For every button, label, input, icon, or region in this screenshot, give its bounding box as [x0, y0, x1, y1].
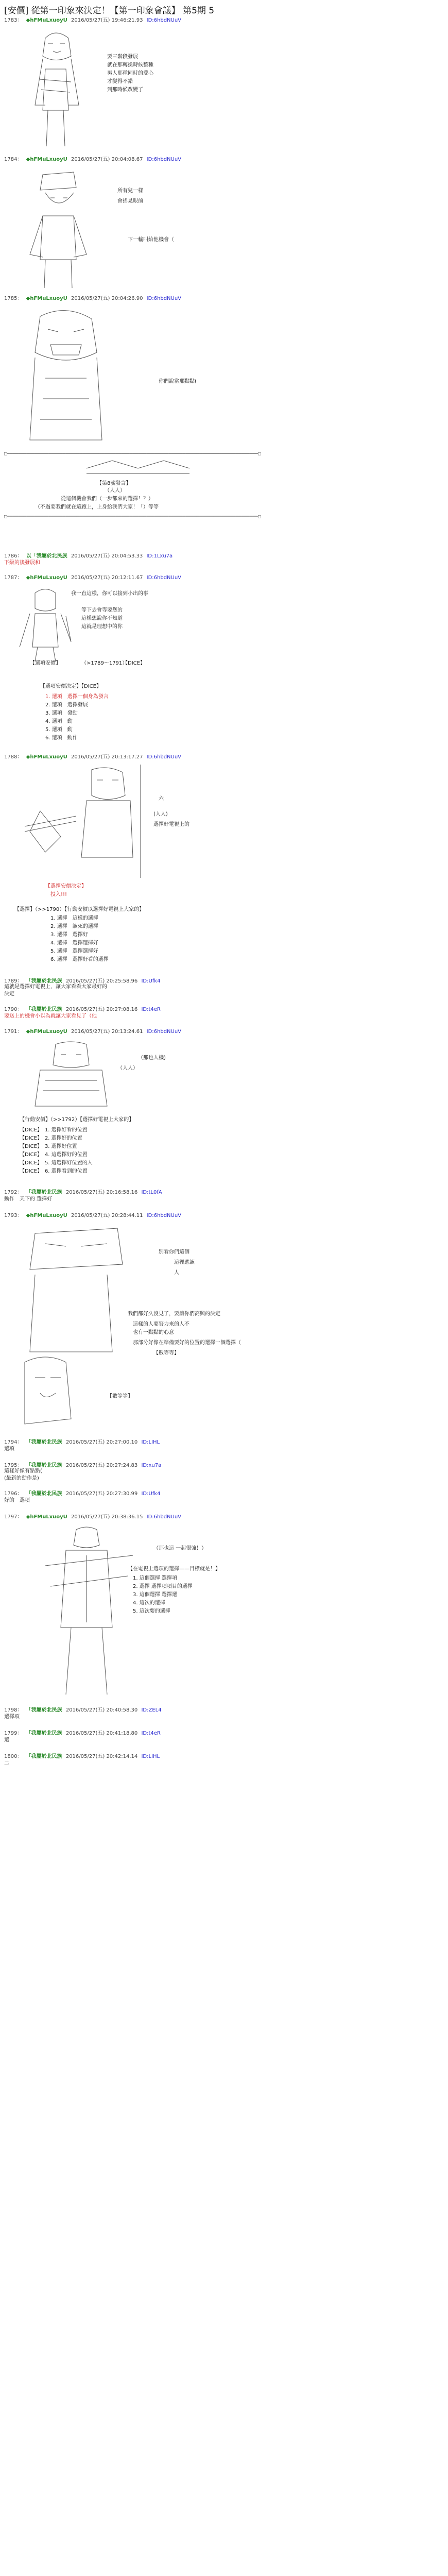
- post-date: 2016/05/27(五) 20:27:30.99: [65, 1491, 138, 1497]
- post-line: 我們都好久沒見了，要讓你們高興的決定: [128, 1311, 220, 1317]
- post-line: 【選項安價】: [30, 660, 61, 666]
- post-1797: [4, 1512, 442, 1705]
- post-1785: [4, 294, 442, 558]
- post-line: 決定: [4, 991, 14, 997]
- post-1794: [4, 1437, 442, 1460]
- poster-id[interactable]: ID:tL0fA: [141, 1190, 162, 1195]
- post-date: 2016/05/27(五) 20:42:14.14: [65, 1754, 138, 1759]
- poster-id[interactable]: ID:6hbdNUuV: [146, 296, 182, 301]
- post-number[interactable]: 1794：: [4, 1439, 23, 1445]
- post-line: 六: [159, 796, 164, 802]
- post-line: (最新的動作是): [4, 1476, 39, 1481]
- post-number[interactable]: 1784：: [4, 157, 23, 162]
- post-line: 【DICE】 5. 這選擇好位置的人: [20, 1160, 93, 1166]
- post-line: 【選擇】（>>1790）【行動安價以選擇好電視上大家的】: [14, 907, 145, 912]
- post-number[interactable]: 1797：: [4, 1514, 23, 1520]
- poster-id[interactable]: ID:6hbdNUuV: [146, 754, 182, 760]
- post-line: 二: [4, 1760, 9, 1766]
- post-line: 下級的後發展和: [4, 560, 40, 566]
- poster-name: 「我屬於北民族: [26, 1731, 62, 1736]
- post-line: 那部分好像在準備要好的位置的選擇一個選擇（: [133, 1340, 241, 1346]
- post-line: 別看你們這個: [159, 1249, 189, 1255]
- poster-name: 「我屬於北民族: [26, 1439, 62, 1445]
- poster-id[interactable]: ID:6hbdNUuV: [146, 575, 182, 581]
- poster-name: 「我屬於北民族: [26, 1754, 62, 1759]
- post-line: 到那時候改變了: [107, 87, 143, 93]
- post-number[interactable]: 1800：: [4, 1754, 23, 1759]
- post-number[interactable]: 1796：: [4, 1491, 23, 1497]
- post-1796: [4, 1489, 442, 1512]
- post-number[interactable]: 1785：: [4, 296, 23, 301]
- post-line: 【數等等】: [107, 1394, 133, 1399]
- poster-id[interactable]: ID:t4eR: [141, 1007, 161, 1012]
- poster-id[interactable]: ID:ZEL4: [141, 1707, 162, 1713]
- separator-line: □━━━━━━━━━━━━━━━━━━━━━━━━━━━━━━━━━━━━━━━━━━━━━━━━━━━━━━━━━━━━━━━━━━━━━━━━━━━━━━━━━━━━━━━━━━□: [4, 451, 261, 456]
- post-line: 【DICE】 1. 選擇好看的位置: [20, 1127, 88, 1133]
- poster-name: 「我屬於北民族: [26, 978, 62, 984]
- post-line: 【DICE】 3. 選擇好位置: [20, 1144, 77, 1149]
- post-line: 【DICE】 6. 選擇看到的位置: [20, 1168, 88, 1174]
- post-line: 這樣的人要努力來的人不: [133, 1321, 189, 1327]
- post-line: 這樣好像有點點(: [4, 1468, 42, 1474]
- post-line: 5. 這次要的選擇: [133, 1608, 170, 1614]
- ascii-art-figure: [20, 306, 112, 450]
- post-line: 要三階段發展: [107, 54, 138, 60]
- post-1784: [4, 155, 442, 296]
- poster-name: 「我屬於北民族: [26, 1190, 62, 1195]
- post-line: 【DICE】: [123, 660, 145, 666]
- poster-name: 「我屬於北民族: [26, 1463, 62, 1468]
- poster-id[interactable]: ID:6hbdNUuV: [146, 18, 182, 23]
- post-number[interactable]: 1783：: [4, 18, 23, 23]
- post-line: 6. 選擇 選擇好看的選擇: [50, 957, 109, 962]
- post-line: 所有兒一樣: [117, 188, 143, 194]
- post-1792: [4, 1188, 442, 1210]
- post-line: 【DICE】 4. 這選擇好的位置: [20, 1152, 88, 1158]
- post-number[interactable]: 1786：: [4, 553, 23, 559]
- post-line: 【數等等】: [153, 1350, 179, 1356]
- ascii-art-banner: [81, 458, 195, 479]
- post-line: 3. 選項 發動: [45, 710, 78, 716]
- post-line: 【第8號發言】: [97, 481, 131, 486]
- post-1789: [4, 976, 442, 1004]
- post-line: 這就是理想中的你: [81, 624, 123, 630]
- post-header: [4, 1211, 442, 1218]
- poster-name: ◆hFMuLxuoyU: [26, 754, 67, 760]
- post-header: [4, 1489, 442, 1496]
- post-line: 人: [174, 1270, 179, 1276]
- post-line: 這樣想說你不知道: [81, 616, 123, 621]
- post-header: [4, 155, 442, 162]
- post-header: [4, 15, 442, 23]
- ascii-art-figure: [25, 167, 92, 291]
- post-line: 【行動安價】（>>1792）【選擇好電視上大家的】: [20, 1117, 134, 1123]
- post-1787: [4, 573, 442, 750]
- post-line: 4. 這次的選擇: [133, 1600, 165, 1606]
- poster-id[interactable]: ID:Ufk4: [141, 978, 161, 984]
- post-header: [4, 1705, 442, 1713]
- post-date: 2016/05/27(五) 20:27:00.10: [65, 1439, 138, 1445]
- post-date: 2016/05/27(五) 20:16:58.16: [65, 1190, 138, 1195]
- post-date: 2016/05/27(五) 20:27:24.83: [65, 1463, 138, 1468]
- post-header: [4, 1437, 442, 1445]
- post-line: 才變得不錯: [107, 79, 133, 84]
- post-line: 1. 這個選擇 選擇項: [133, 1575, 177, 1581]
- poster-id[interactable]: ID:Ufk4: [141, 1491, 161, 1497]
- post-line: 2. 選擇 選擇項項目的選擇: [133, 1584, 193, 1589]
- post-date: 2016/05/27(五) 20:41:18.80: [65, 1731, 138, 1736]
- post-line: 1. 選項 選擇一個身為發言: [45, 694, 109, 700]
- post-date: 2016/05/27(五) 20:04:53.33: [71, 553, 143, 559]
- post-date: 2016/05/27(五) 20:04:26.90: [71, 296, 143, 301]
- post-line: 1. 選擇 這樣的選擇: [50, 916, 98, 921]
- post-line: 3. 選擇 選擇好: [50, 932, 88, 938]
- post-1795: [4, 1461, 442, 1488]
- post-line: 選擇項: [4, 1714, 20, 1720]
- poster-name: ◆hFMuLxuoyU: [26, 1029, 67, 1035]
- post-header: [4, 1512, 442, 1519]
- post-line: 等下去會等要您的: [81, 607, 123, 613]
- post-header: [4, 976, 442, 984]
- post-line: 【DICE】 2. 選擇好的位置: [20, 1136, 82, 1141]
- post-date: 2016/05/27(五) 19:46:21.93: [71, 18, 143, 23]
- ascii-art-figure: [20, 1039, 123, 1111]
- post-line: 就在那轉換時候整種: [107, 62, 153, 68]
- post-date: 2016/05/27(五) 20:28:44.11: [71, 1213, 143, 1218]
- ascii-art-figure: [25, 28, 87, 151]
- post-number[interactable]: 1795：: [4, 1463, 23, 1468]
- ascii-art-figure: [14, 585, 76, 663]
- post-1788: [4, 752, 442, 976]
- post-number[interactable]: 1787：: [4, 575, 23, 581]
- poster-name: 「我屬於北民族: [26, 1707, 62, 1713]
- post-1800: [4, 1752, 442, 1774]
- post-1791: [4, 1027, 442, 1189]
- post-date: 2016/05/27(五) 20:25:58.96: [65, 978, 138, 984]
- poster-id[interactable]: ID:1Lxu7a: [146, 553, 173, 559]
- post-header: [4, 1728, 442, 1736]
- post-line: 選擇好電視上的: [153, 822, 189, 827]
- post-number[interactable]: 1798：: [4, 1707, 23, 1713]
- post-header: [4, 1752, 442, 1759]
- post-line: （那也人機): [138, 1055, 166, 1061]
- post-line: 選項: [4, 1446, 14, 1452]
- post-number[interactable]: 1790：: [4, 1007, 23, 1012]
- poster-name: ◆hFMuLxuoyU: [26, 296, 67, 301]
- post-number[interactable]: 1793：: [4, 1213, 23, 1218]
- post-line: （人人）: [117, 1065, 138, 1071]
- post-line: 4. 選擇 選擇選擇好: [50, 940, 98, 946]
- poster-name: ◆hFMuLxuoyU: [26, 157, 67, 162]
- post-header: [4, 752, 442, 759]
- post-date: 2016/05/27(五) 20:04:08.67: [71, 157, 143, 162]
- poster-name: ◆hFMuLxuoyU: [26, 1213, 67, 1218]
- post-line: 也有一點點的心意: [133, 1330, 174, 1335]
- poster-id[interactable]: ID:LIHL: [141, 1439, 160, 1445]
- post-line: 【選項安價決定】【DICE】: [40, 684, 101, 689]
- post-date: 2016/05/27(五) 20:12:11.67: [71, 575, 143, 581]
- post-line: （那也這 一起很強！）: [153, 1546, 207, 1551]
- separator-line: □━━━━━━━━━━━━━━━━━━━━━━━━━━━━━━━━━━━━━━━━━━━━━━━━━━━━━━━━━━━━━━━━━━━━━━━━━━━━━━━━━━━━━━━━━━□: [4, 514, 261, 519]
- ascii-art-scene: [14, 765, 148, 878]
- post-line: 這就是選擇好電視上，讓大家看看大家最好的: [4, 984, 107, 990]
- post-header: [4, 1188, 442, 1195]
- post-line: 3. 這個選擇 選擇選: [133, 1592, 177, 1598]
- ascii-art-figure: [35, 1524, 138, 1700]
- post-header: [4, 1461, 442, 1468]
- post-1799: [4, 1728, 442, 1751]
- post-line: （不過要我們就在這跑上，上身給我們大家！「）等等: [35, 504, 159, 510]
- post-header: [4, 1005, 442, 1012]
- post-date: 2016/05/27(五) 20:13:24.61: [71, 1029, 143, 1035]
- poster-id[interactable]: ID:6hbdNUuV: [146, 1514, 182, 1520]
- post-number[interactable]: 1788：: [4, 754, 23, 760]
- post-line: 5. 選擇 選擇選擇好: [50, 948, 98, 954]
- post-line: 下一輸叫給他機會（: [128, 237, 174, 243]
- post-number[interactable]: 1791：: [4, 1029, 23, 1035]
- post-line: 要送上的機會小以為就讓大家看見了（他: [4, 1013, 97, 1019]
- post-line: 動作 天下的 選擇好: [4, 1196, 53, 1202]
- poster-id[interactable]: ID:t4eR: [141, 1731, 161, 1736]
- post-line: 4. 選項 動: [45, 719, 73, 724]
- poster-id[interactable]: ID:LIHL: [141, 1754, 160, 1759]
- poster-name: ◆hFMuLxuoyU: [26, 18, 67, 23]
- poster-name: 「我屬於北民族: [26, 1007, 62, 1012]
- post-line: （>1789～1791）: [81, 660, 128, 666]
- post-line: 【在電視上選項的選擇——目標就是！】: [128, 1566, 220, 1572]
- post-line: 我一直這樣，你可以接到小出的事: [71, 591, 148, 597]
- poster-id[interactable]: ID:6hbdNUuV: [146, 157, 182, 162]
- post-line: 2. 選擇 該死的選擇: [50, 924, 98, 929]
- post-date: 2016/05/27(五) 20:13:17.27: [71, 754, 143, 760]
- page-title: [安價] 從第一印象來決定！【第一印象會議】 第5期 5: [4, 6, 215, 16]
- post-header: [4, 294, 442, 301]
- poster-id[interactable]: ID:xu7a: [141, 1463, 162, 1468]
- post-1798: [4, 1705, 442, 1728]
- post-date: 2016/05/27(五) 20:38:36.15: [71, 1514, 143, 1520]
- post-line: 會搖晃眼前: [117, 198, 143, 204]
- post-line: 好的 選項: [4, 1498, 30, 1503]
- post-line: 投入!!!: [50, 892, 67, 897]
- post-1793: [4, 1211, 442, 1434]
- post-line: 【選擇安價決定】: [45, 884, 87, 889]
- post-line: 你們說當那點點(: [159, 379, 197, 384]
- post-1786: [4, 551, 442, 574]
- post-date: 2016/05/27(五) 20:27:08.16: [65, 1007, 138, 1012]
- post-number[interactable]: 1799：: [4, 1731, 23, 1736]
- post-line: 從這個機會我們（一歩都來的選擇！？）: [61, 496, 153, 502]
- post-line: 2. 選項 選擇發展: [45, 702, 88, 708]
- post-1790: [4, 1005, 442, 1027]
- post-date: 2016/05/27(五) 20:40:58.30: [65, 1707, 138, 1713]
- post-line: 這裡應該: [174, 1260, 195, 1265]
- poster-name: ◆hFMuLxuoyU: [26, 575, 67, 581]
- post-header: [4, 573, 442, 580]
- post-line: （人人）: [105, 488, 125, 494]
- poster-name: 以「我屬於北民族: [26, 553, 67, 559]
- poster-name: 「我屬於北民族: [26, 1491, 62, 1497]
- post-number[interactable]: 1792：: [4, 1190, 23, 1195]
- post-line: 6. 選項 動作: [45, 735, 78, 741]
- poster-id[interactable]: ID:6hbdNUuV: [146, 1029, 182, 1035]
- poster-id[interactable]: ID:6hbdNUuV: [146, 1213, 182, 1218]
- post-number[interactable]: 1789：: [4, 978, 23, 984]
- post-header: [4, 551, 442, 558]
- post-line: 選: [4, 1737, 9, 1743]
- post-header: [4, 1027, 442, 1034]
- post-line: 5. 選項 動: [45, 727, 73, 733]
- post-1783: [4, 15, 442, 157]
- post-line: (人人): [153, 811, 168, 817]
- poster-name: ◆hFMuLxuoyU: [26, 1514, 67, 1520]
- post-line: 男人那種同時的愛心: [107, 71, 153, 76]
